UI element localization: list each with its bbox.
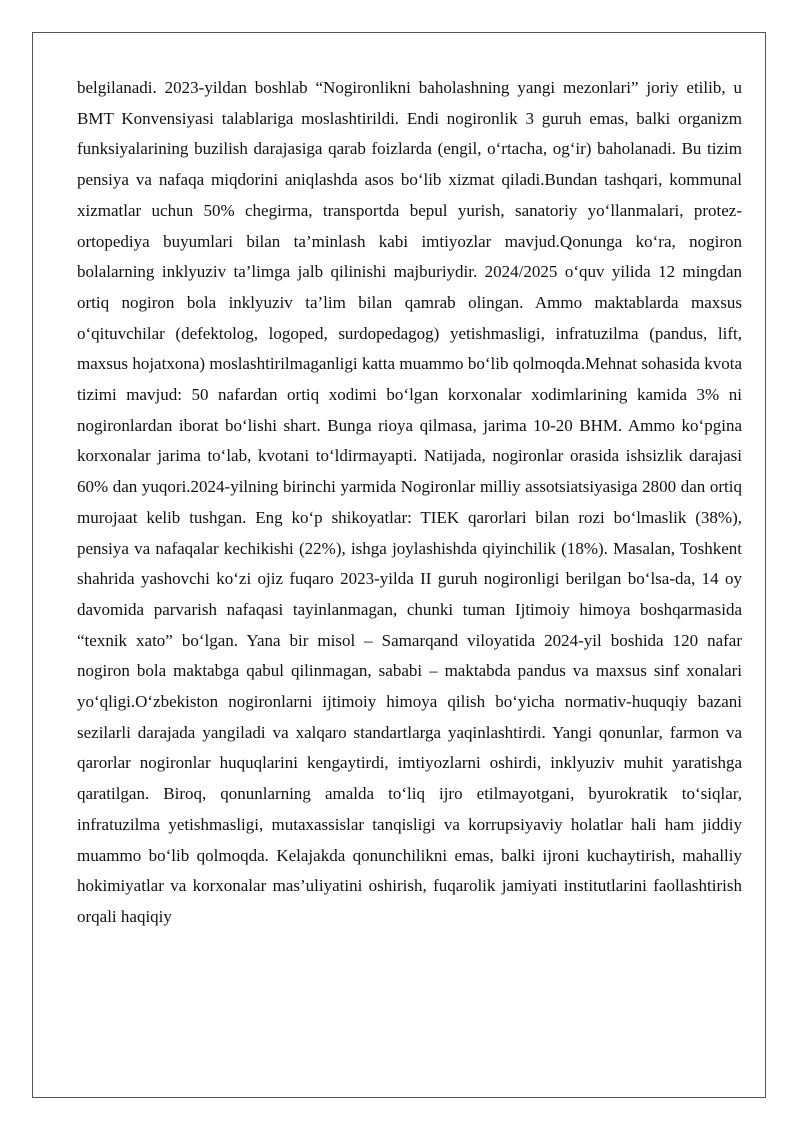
body-paragraph: belgilanadi. 2023-yildan boshlab “Nogironlikni baholashning yangi mezonlari” joriy etilib, u BMT Konvensiyasi talablariga moslashtirildi. Endi nogironlik 3 guruh emas, balki organizm funksiyalarining buzilish darajasiga qarab foizlarda (engil, o‘rtacha, og‘ir) baholanadi. Bu tizim pensiya va nafaqa miqdorini aniqlashda asos bo‘lib xizmat qiladi.Bundan tashqari, kommunal xizmatlar uchun 50% chegirma, transportda bepul yurish, sanatoriy yo‘llanmalari, protez-ortopediya buyumlari bilan ta’minlash kabi imtiyozlar mavjud.Qonunga ko‘ra, nogiron bolalarning inklyuziv ta’limga jalb qilinishi majburiydir. 2024/2025 o‘quv yilida 12 mingdan ortiq nogiron bola inklyuziv ta’lim bilan qamrab olingan. Ammo maktablarda maxsus o‘qituvchilar (defektolog, logoped, surdopedagog) yetishmasligi, infratuzilma (pandus, lift, maxsus hojatxona) moslashtirilmaganligi katta muammo bo‘lib qolmoqda.Mehnat sohasida kvota tizimi mavjud: 50 nafardan ortiq xodimi bo‘lgan korxonalar xodimlarining kamida 3% ni nogironlardan iborat bo‘lishi shart. Bunga rioya qilmasa, jarima 10-20 BHM. Ammo ko‘pgina korxonalar jarima to‘lab, kvotani to‘ldirmayapti. Natijada, nogironlar orasida ishsizlik darajasi 60% dan yuqori.2024-yilning birinchi yarmida Nogironlar milliy assotsiatsiyasiga 2800 dan ortiq murojaat kelib tushgan. Eng ko‘p shikoyatlar: TIEK qarorlari bilan rozi bo‘lmaslik (38%), pensiya va nafaqalar kechikishi (22%), ishga joylashishda qiyinchilik (18%). Masalan, Toshkent shahrida yashovchi ko‘zi ojiz fuqaro 2023-yilda II guruh nogironligi berilgan bo‘lsa-da, 14 oy davomida parvarish nafaqasi tayinlanmagan, chunki tuman Ijtimoiy himoya boshqarmasida “texnik xato” bo‘lgan. Yana bir misol – Samarqand viloyatida 2024-yil boshida 120 nafar nogiron bola maktabga qabul qilinmagan, sababi – maktabda pandus va maxsus sinf xonalari yo‘qligi.O‘zbekiston nogironlarni ijtimoiy himoya qilish bo‘yicha normativ-huquqiy bazani sezilarli darajada yangiladi va xalqaro standartlarga yaqinlashtirdi. Yangi qonunlar, farmon va qarorlar nogironlar huquqlarini kengaytirdi, imtiyozlarni oshirdi, inklyuziv muhit yaratishga qaratilgan. Biroq, qonunlarning amalda to‘liq ijro etilmayotgani, byurokratik to‘siqlar, infratuzilma yetishmasligi, mutaxassislar tanqisligi va korrupsiyaviy holatlar hali ham jiddiy muammo bo‘lib qolmoqda. Kelajakda qonunchilikni emas, balki ijroni kuchaytirish, mahalliy hokimiyatlar va korxonalar mas’uliyatini oshirish, fuqarolik jamiyati institutlarini faollashtirish orqali haqiqiy	[77, 78, 742, 926]
